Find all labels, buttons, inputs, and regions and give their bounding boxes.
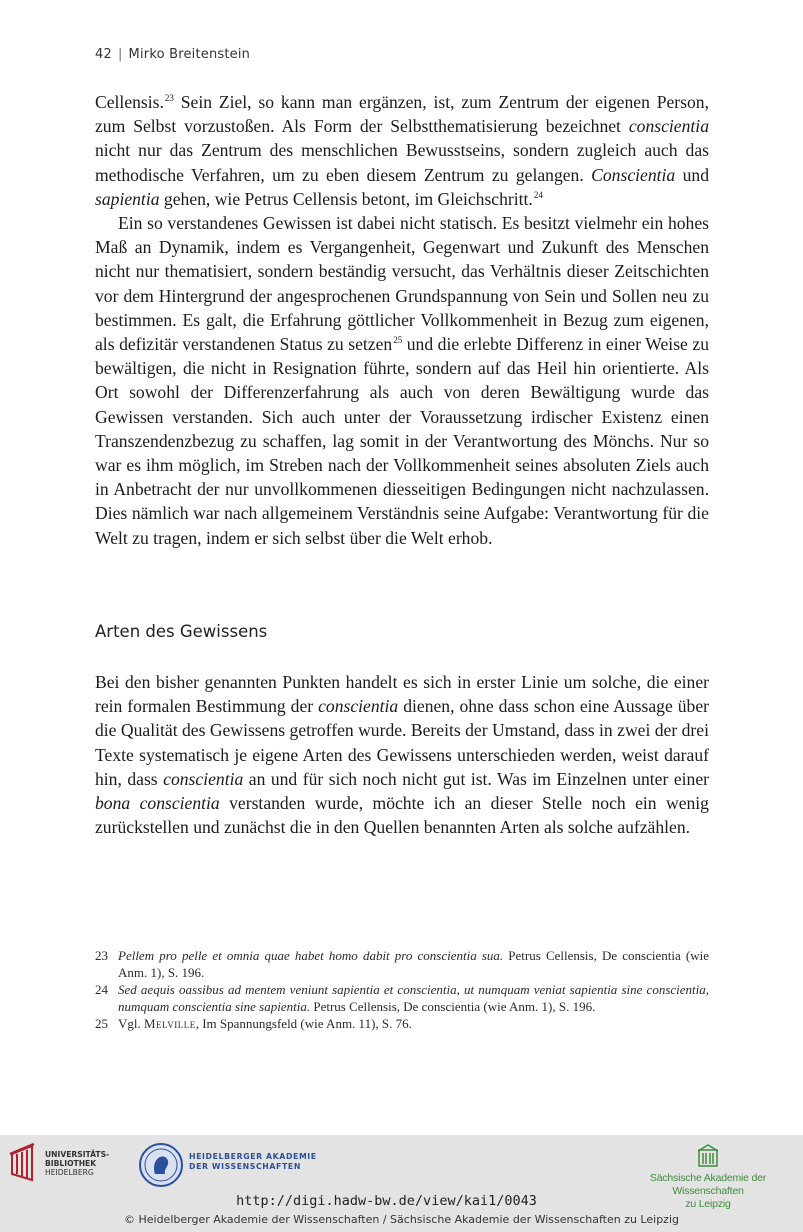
italic-term: conscientia xyxy=(318,696,399,717)
italic-term: conscientia xyxy=(628,116,709,137)
ub-line-1: UNIVERSITÄTS- xyxy=(45,1150,110,1159)
footnote-citation: Petrus Cellensis, De conscientia (wie Anm. 1), S. 196. xyxy=(118,948,709,980)
footnote-quote: Pellem pro pelle et omnia quae habet homo dabit pro conscientia sua. xyxy=(118,948,504,963)
text-run: verstanden wurde, möchte ich an dieser Stelle noch ein wenig zurückstellen und zunächst die in den Quellen benannten Arten als solche aufzählen. xyxy=(95,793,709,838)
body-text-block-2 xyxy=(95,670,709,839)
italic-term: conscientia xyxy=(163,768,244,789)
italic-term: bona conscientia xyxy=(95,793,220,814)
hadw-line-2: DER WISSENSCHAFTEN xyxy=(189,1162,301,1171)
saxon-academy-logo-icon[interactable] xyxy=(697,1144,719,1168)
text-run: nicht nur das Zentrum des menschlichen Bewusstseins, sondern zugleich auch das methodische Verfahren, um zu eben diesem Zentrum zu gelangen. xyxy=(95,140,709,185)
footnote-24 xyxy=(95,981,709,1015)
paragraph-1 xyxy=(95,90,709,211)
ub-line-3: HEIDELBERG xyxy=(45,1168,94,1177)
ub-line-2: BIBLIOTHEK xyxy=(45,1159,97,1168)
text-run: an und für sich noch nicht gut ist. Was im Einzelnen unter einer xyxy=(243,768,709,789)
paragraph-3 xyxy=(95,670,709,839)
text-run: dienen, ohne dass schon eine Aussage über die Qualität des Gewissens getroffen wurde. Bereits der Umstand, dass in zwei der drei Texte systematisch je eigene Arten des Gewissens unterschieden werden, weist darauf hin, dass xyxy=(95,696,709,789)
text-run: Cellensis. xyxy=(95,92,164,112)
footnote-ref-25[interactable]: 25 xyxy=(393,335,403,346)
saw-line-2: zu Leipzig xyxy=(685,1198,731,1210)
footnote-23 xyxy=(95,947,709,981)
text-run: und die erlebte Differenz in einer Weise zu bewältigen, die nicht in Resignation führte, sondern auf das Heil hin orientierte. Als Ort sowohl der Differenzerfahrung als auch von deren Bewältigung wurde das Gewissen verstanden. Sich auch unter der Voraussetzung irdischer Existenz einen Transzendenzbezug zu schaffen, lag somit in der Verantwortung des Mönchs. Nur so war es ihm möglich, im Streben nach der Vollkommenheit seines absoluten Ziels auch in Anbetracht der nur unvollkommenen diesseitigen Bedingungen nicht nachzulassen. Dies nämlich war nach allgemeinem Verständnis seine Aufgabe: Verantwortung für die Welt zu tragen, indem er sich selbst über die Welt erhob. xyxy=(95,334,709,548)
footnote-prefix: Vgl. xyxy=(118,1016,144,1031)
text-run: Ein so verstandenes Gewissen ist dabei nicht statisch. Es besitzt vielmehr ein hohes Maß an Dynamik, indem es Vergangenheit, Gegenwart und Zukunft des Menschen nicht nur thematisiert, sondern beständig versucht, das Verhältnis dieser Zeitschichten vor dem Hintergrund der angesprochenen Grundspannung von Sein und Sollen neu zu bestimmen. Es galt, die Erfahrung göttlicher Vollkommenheit in Bezug zum eigenen, als defizitär verstandenen Status zu setzen xyxy=(95,213,709,355)
section-heading: Arten des Gewissens xyxy=(95,622,268,641)
footnote-citation: Petrus Cellensis, De conscientia (wie Anm. 1), S. 196. xyxy=(310,999,596,1014)
footnote-text xyxy=(118,981,709,1015)
hadw-line-1: HEIDELBERGER AKADEMIE xyxy=(189,1152,317,1161)
footnote-quote: Sed aequis oassibus ad mentem veniunt sapientia et conscientia, ut numquam veniat sapientia sine conscientia, numquam conscientia sine sapientia. xyxy=(118,982,709,1014)
text-run: und xyxy=(675,164,709,185)
footnote-number: 24 xyxy=(95,982,108,997)
academy-seal-icon[interactable] xyxy=(138,1142,184,1188)
text-run: Bei den bisher genannten Punkten handelt es sich in erster Linie um solche, die einer rein formalen Bestimmung der xyxy=(95,672,709,717)
footnote-25 xyxy=(95,1015,709,1032)
text-run: Sein Ziel, so kann man ergänzen, ist, zum Zentrum der eigenen Person, zum Selbst vorzustoßen. Als Form der Selbstthematisierung bezeichnet xyxy=(95,92,709,137)
footnote-text xyxy=(118,1015,709,1032)
saw-line-1: Sächsische Akademie der Wissenschaften xyxy=(649,1172,767,1197)
footnotes xyxy=(95,947,709,1032)
footnote-number: 23 xyxy=(95,948,108,963)
page-number: 42 xyxy=(95,47,112,62)
footnote-number: 25 xyxy=(95,1016,108,1031)
copyright-notice: © Heidelberger Akademie der Wissenschaften / Sächsische Akademie der Wissenschaften zu Leipzig xyxy=(123,1213,679,1226)
text-run: gehen, wie Petrus Cellensis betont, im Gleichschritt. xyxy=(159,188,533,209)
italic-term: sapientia xyxy=(95,188,160,209)
footnote-ref-23[interactable]: 23 xyxy=(164,93,174,104)
heidelberg-academy-label[interactable] xyxy=(189,1152,317,1172)
permalink-url[interactable]: http://digi.hadw-bw.de/view/kai1/0043 xyxy=(236,1193,537,1209)
running-head xyxy=(95,47,250,62)
author-name: Mirko Breitenstein xyxy=(128,47,251,62)
university-library-logo-icon[interactable] xyxy=(8,1140,44,1184)
footnote-text xyxy=(118,947,709,981)
body-text-block-1 xyxy=(95,90,709,550)
italic-term: Conscientia xyxy=(591,164,676,185)
university-library-label[interactable] xyxy=(45,1150,109,1177)
footnote-citation: , Im Spannungsfeld (wie Anm. 11), S. 76. xyxy=(195,1016,412,1031)
header-separator: | xyxy=(117,47,123,62)
footnote-ref-24[interactable]: 24 xyxy=(533,189,543,200)
footnote-author: Melville xyxy=(144,1016,196,1031)
paragraph-2 xyxy=(95,211,709,550)
